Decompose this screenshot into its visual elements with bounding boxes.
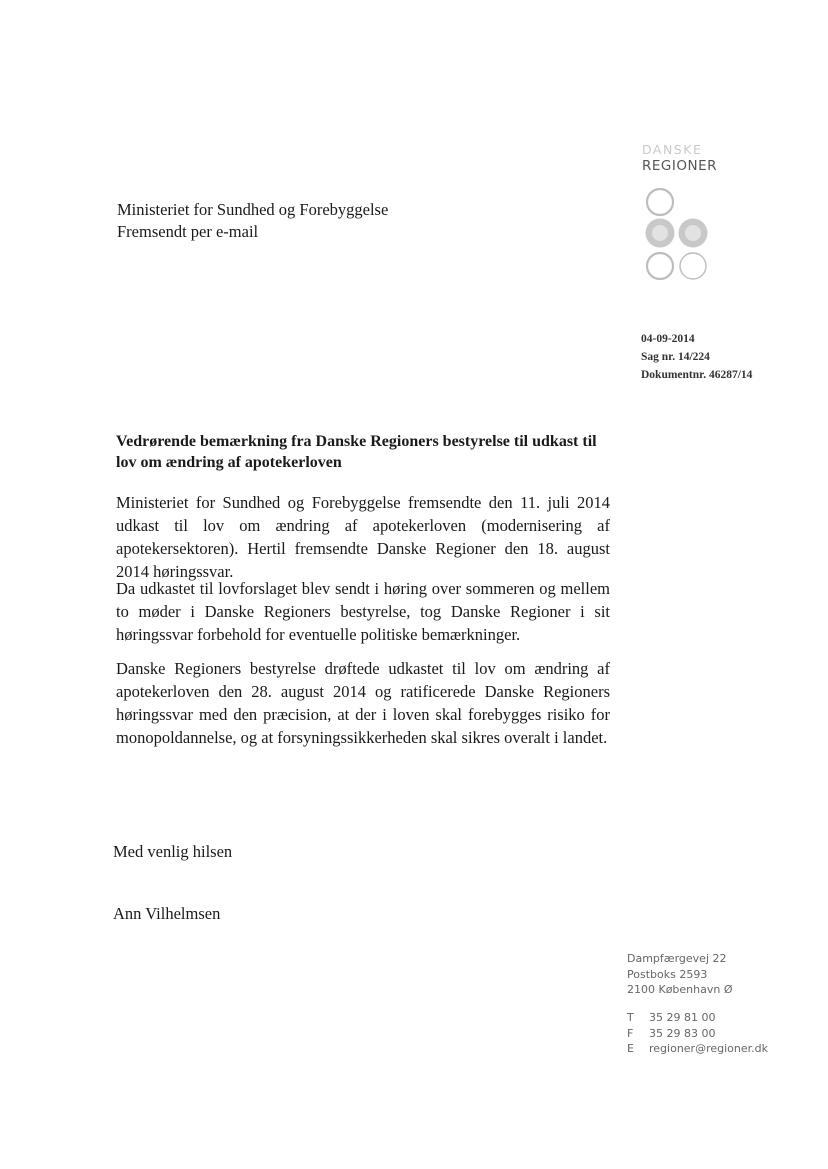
email-row	[627, 1041, 768, 1057]
recipient-block	[117, 199, 388, 243]
logo-circles-icon	[638, 186, 714, 291]
fax-row	[627, 1026, 768, 1042]
letter-date: 04-09-2014	[641, 333, 695, 345]
address-city: 2100 København Ø	[627, 983, 733, 996]
fax-number: 35 29 83 00	[649, 1026, 716, 1040]
email-address: regioner@regioner.dk	[649, 1042, 768, 1055]
signatory-name: Ann Vilhelmsen	[113, 904, 221, 923]
closing-phrase: Med venlig hilsen	[113, 842, 233, 861]
phone-row	[627, 1010, 768, 1026]
recipient-name: Ministeriet for Sundhed og Forebyggelse	[117, 200, 389, 219]
phone-number: 35 29 81 00	[649, 1011, 716, 1024]
delivery-note: Fremsendt per e-mail	[117, 222, 259, 241]
document-number: Dokumentnr. 46287/14	[641, 369, 753, 381]
phone-label: T	[627, 1011, 634, 1024]
case-number: Sag nr. 14/224	[641, 351, 710, 363]
address-box: Postboks 2593	[627, 967, 708, 981]
paragraph-2: Da udkastet til lovforslaget blev sendt i høring over sommeren og mellem to møder i Danske Regioners bestyrelse, tog Danske Regioner i sit høringssvar forbehold for eventuelle politiske bemærkninger.	[116, 579, 610, 644]
address-street: Dampfærgevej 22	[627, 952, 727, 965]
paragraph-3: Danske Regioners bestyrelse drøftede udkastet til lov om ændring af apotekerloven den 28. august 2014 og ratificerede Danske Regioners høringssvar med den præcision, at der i loven skal forebygges risiko for monopoldannelse, og at forsyningssikkerheden skal sikres overalt i landet.	[116, 659, 610, 747]
sender-address	[627, 951, 733, 998]
fax-label: F	[627, 1026, 634, 1040]
document-meta	[641, 330, 752, 384]
paragraph-1: Ministeriet for Sundhed og Forebyggelse fremsendte den 11. juli 2014 udkast til lov om ændring af apotekerloven (modernisering af apotekersektoren). Hertil fremsendte Danske Regioner den 18. august 2014 høringssvar.	[116, 493, 610, 581]
email-label: E	[627, 1042, 634, 1055]
letter-subject: Vedrørende bemærkning fra Danske Regioners bestyrelse til udkast til lov om ændring af apotekerloven	[116, 433, 597, 471]
logo-line-danske: DANSKE	[642, 142, 703, 157]
sender-contact	[627, 1010, 768, 1057]
logo-line-regioner: REGIONER	[642, 158, 717, 174]
logo-wordmark	[642, 142, 717, 174]
